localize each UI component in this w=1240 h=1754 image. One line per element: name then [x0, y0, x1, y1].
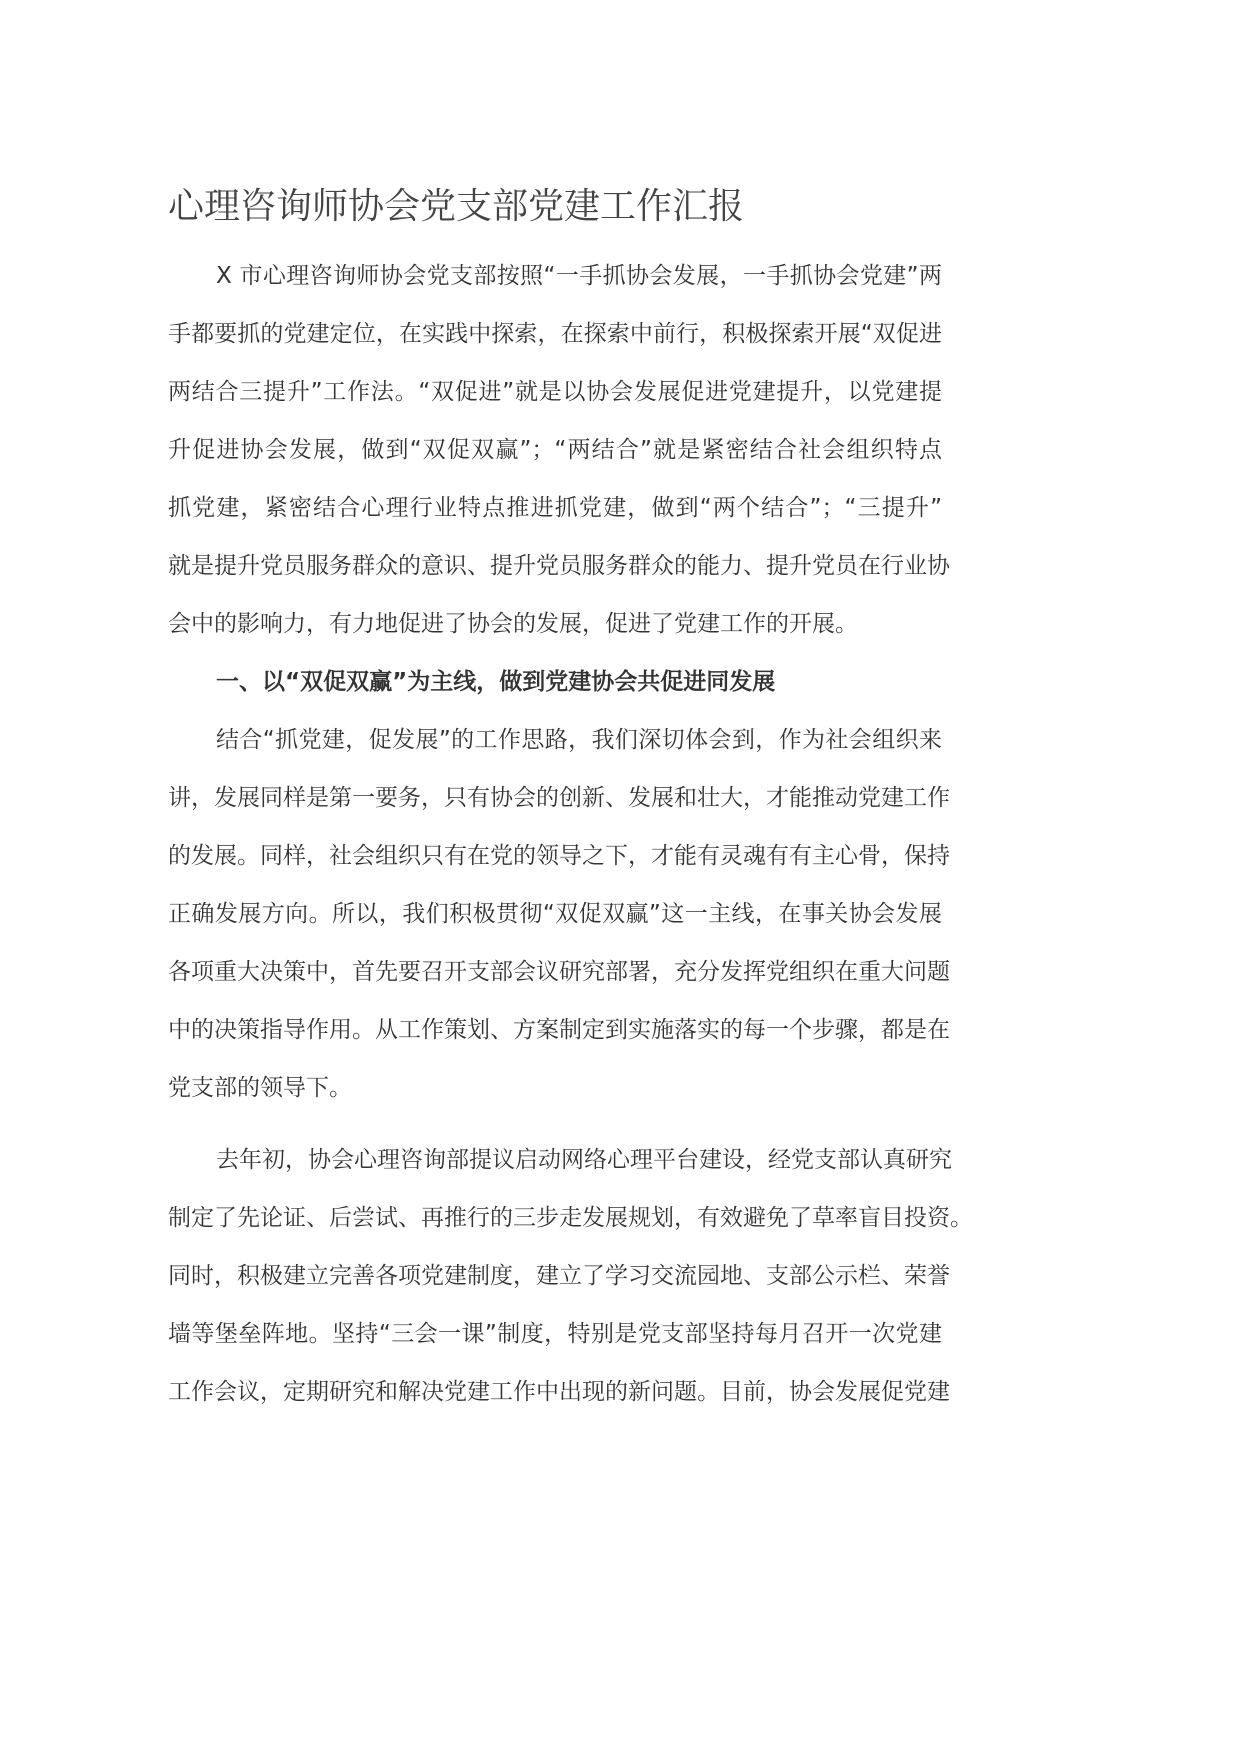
text-line: 两结合三提升”工作法。“双促进”就是以协会发展促进党建提升，以党建提 [168, 379, 942, 405]
section-heading: 一、以“双促双赢”为主线，做到党建协会共促进同发展 [216, 669, 776, 695]
text-line: 正确发展方向。所以，我们积极贯彻“双促双赢”这一主线，在事关协会发展 [168, 901, 942, 927]
text-line: 的发展。同样，社会组织只有在党的领导之下，才能有灵魂有有主心骨，保持 [168, 843, 950, 869]
text-line: X 市心理咨询师协会党支部按照“一手抓协会发展，一手抓协会党建”两 [216, 263, 942, 289]
paragraph-section1 [168, 711, 950, 1117]
text-line: 制定了先论证、后尝试、再推行的三步走发展规划，有效避免了草率盲目投资。 [168, 1205, 973, 1231]
text-line: 去年初，协会心理咨询部提议启动网络心理平台建设，经党支部认真研究 [216, 1147, 952, 1173]
text-line: 抓党建，紧密结合心理行业特点推进抓党建，做到“两个结合”；“三提升” [168, 495, 942, 521]
text-line: 党支部的领导下。 [168, 1075, 352, 1101]
text-line: 各项重大决策中，首先要召开支部会议研究部署，充分发挥党组织在重大问题 [168, 959, 950, 985]
text-line: 讲，发展同样是第一要务，只有协会的创新、发展和壮大，才能推动党建工作 [168, 785, 950, 811]
paragraph-intro [168, 247, 950, 653]
paragraph-gap [168, 1117, 942, 1131]
text-line: 结合“抓党建，促发展”的工作思路，我们深切体会到，作为社会组织来 [216, 727, 942, 753]
paragraph-platform [168, 1131, 973, 1421]
text-line: 手都要抓的党建定位，在实践中探索，在探索中前行，积极探索开展“双促进 [168, 321, 942, 347]
text-line: 工作会议，定期研究和解决党建工作中出现的新问题。目前，协会发展促党建 [168, 1379, 950, 1405]
text-line: 墙等堡垒阵地。坚持“三会一课”制度，特别是党支部坚持每月召开一次党建 [168, 1321, 942, 1347]
text-line: 会中的影响力，有力地促进了协会的发展，促进了党建工作的开展。 [168, 611, 858, 637]
document-body [168, 247, 973, 1421]
text-line: 中的决策指导作用。从工作策划、方案制定到实施落实的每一个步骤，都是在 [168, 1017, 950, 1043]
text-line: 升促进协会发展，做到“双促双赢”；“两结合”就是紧密结合社会组织特点 [168, 437, 942, 463]
text-line: 同时，积极建立完善各项党建制度，建立了学习交流园地、支部公示栏、荣誉 [168, 1263, 950, 1289]
text-line: 就是提升党员服务群众的意识、提升党员服务群众的能力、提升党员在行业协 [168, 553, 950, 579]
document-title: 心理咨询师协会党支部党建工作汇报 [168, 186, 745, 227]
